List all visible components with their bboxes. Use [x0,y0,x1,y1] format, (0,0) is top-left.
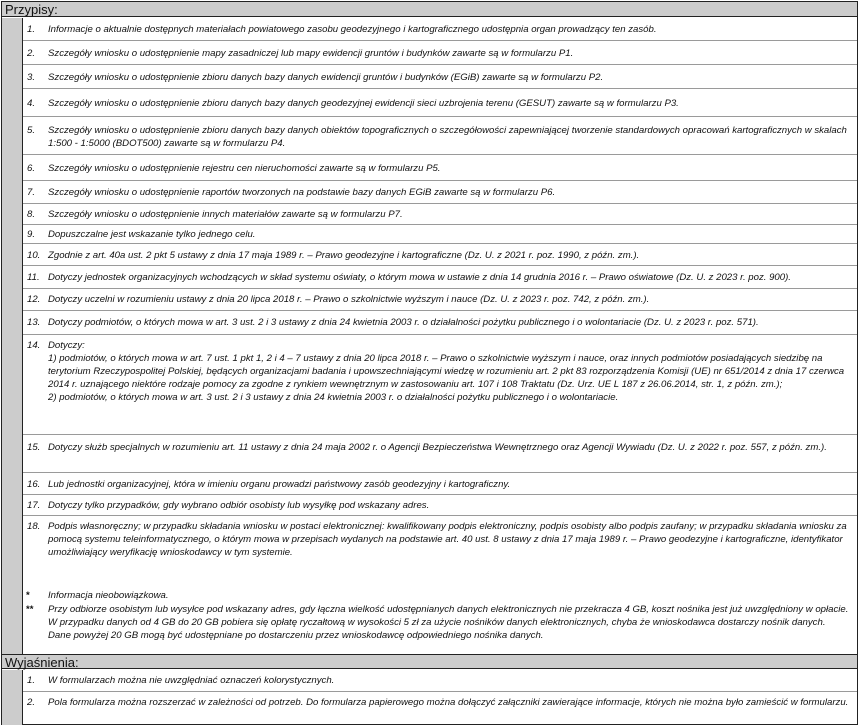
footnote-number: 8. [27,209,36,220]
footnote-number: 6. [27,163,36,174]
footnote-text: Dotyczy służb specjalnych w rozumieniu art. 11 ustawy z dnia 24 maja 2002 r. o Agencji Bezpieczeństwa Wewnętrznego oraz Agencji Wywiadu (Dz. U. z 2022 r. poz. 557, z późn. zm.). [48,442,827,453]
footnote-text: Szczegóły wniosku o udostępnienie zbioru danych bazy danych obiektów topograficznych o szczegółowości zapewniającej tworzenie standardowych opracowań kartograficznych w skalach 1:500 - 1:5000 (BDOT500) zawarte są w formularzu P4. [48,125,847,149]
wyjasnienia-gutter [2,670,23,725]
footnote-number: 2. [27,48,36,59]
footnote-number: 9. [27,229,36,240]
footnote-text: Szczegóły wniosku o udostępnienie mapy zasadniczej lub mapy ewidencji gruntów i budynków zawarte są w formularzu P1. [48,48,574,59]
footnote-row-14 [23,335,857,435]
footnote-text: Podpis własnoręczny; w przypadku składania wniosku w postaci elektronicznej: kwalifikowany podpis elektroniczny, podpis osobisty albo podpis zaufany; w przypadku składania wniosku za pomocą systemu teleinformatycznego, o którym mowa w przepisach wydanych na podstawie art. 40 ust. 8 ustawy z dnia 17 maja 1989 r. – Prawo geodezyjne i kartograficzne, identyfikator umożliwiający weryfikację wnioskodawcy w tym systemie. [48,521,847,558]
footnote-row-6 [23,155,857,181]
footnote-text: Szczegóły wniosku o udostępnienie raportów tworzonych na podstawie bazy danych EGiB zawarte są w formularzu P6. [48,187,556,198]
footnote-text: Dotyczy tylko przypadków, gdy wybrano odbiór osobisty lub wysyłkę pod wskazany adres. [48,500,430,511]
footnote-number: 17. [27,500,41,511]
footnote-row-16 [23,473,857,495]
note-mark: ** [26,604,34,615]
footnote-number: 3. [27,72,36,83]
footnote-text: Dotyczy podmiotów, o których mowa w art. 3 ust. 2 i 3 ustawy z dnia 24 kwietnia 2003 r. o działalności pożytku publicznego i o wolontariacie (Dz. U. z 2023 r. poz. 571). [48,317,759,328]
footnote-number: 18. [27,521,41,532]
footnote-line: Dotyczy: [48,340,85,351]
footnote-text: Dotyczy uczelni w rozumieniu ustawy z dnia 20 lipca 2018 r. – Prawo o szkolnictwie wyższym i nauce (Dz. U. z 2023 r. poz. 742, z późn. zm.). [48,294,650,305]
note-text: Przy odbiorze osobistym lub wysyłce pod wskazany adres, gdy łączna wielkość udostępnianych danych elektronicznych nie przekracza 4 GB, koszt nośnika jest już uwzględniony w opłacie. W przypadku danych od 4 GB do 20 GB pobiera się opłatę ryczałtową w wysokości 5 zł za użycie nośników danych elektronicznych, chyba że wnioskodawca dostarczy nośnik danych. Dane powyżej 20 GB mogą być udostępniane po dostarczeniu przez wnioskodawcę odpowiedniego nośnika danych. [48,604,849,641]
przypisy-header: Przypisy: [2,2,857,17]
footnote-text: Dotyczy jednostek organizacyjnych wchodzących w skład systemu oświaty, o którym mowa w ustawie z dnia 14 grudnia 2016 r. – Prawo oświatowe (Dz. U. z 2023 r. poz. 900). [48,272,791,283]
footnote-text: Szczegóły wniosku o udostępnienie zbioru danych bazy danych ewidencji gruntów i budynków (EGiB) zawarte są w formularzu P2. [48,72,604,83]
explanation-row-1 [23,670,857,692]
footnote-number: 16. [27,479,41,490]
footnote-number: 10. [27,250,41,261]
przypisy-gutter [2,18,23,654]
footnote-number: 15. [27,442,41,453]
footnote-text: Szczegóły wniosku o udostępnienie innych materiałów zawarte są w formularzu P7. [48,209,403,220]
footnote-text: Zgodnie z art. 40a ust. 2 pkt 5 ustawy z dnia 17 maja 1989 r. – Prawo geodezyjne i kartograficzne (Dz. U. z 2021 r. poz. 1990, z późn. zm.). [48,250,640,261]
footnote-line: 1) podmiotów, o których mowa w art. 7 ust. 1 pkt 1, 2 i 4 – 7 ustawy z dnia 20 lipca 2018 r. – Prawo o szkolnictwie wyższym i nauce, oraz innych podmiotów posiadających siedzibę na terytorium Rzeczypospolitej Polskiej, będących organizacjami badania i upowszechniającymi wiedzę w rozumieniu art. 2 pkt 83 rozporządzenia Komisji (UE) nr 651/2014 z dnia 17 czerwca 2014 r. uznającego niektóre rodzaje pomocy za zgodne z rynkiem wewnętrznym w zastosowaniu art. 107 i 108 Traktatu (Dz. Urz. UE L 187 z 26.06.2014, str. 1, z późn. zm.); [48,353,845,390]
footnote-text-multi [48,339,851,404]
footnote-row-13 [23,311,857,335]
explanation-row-2 [23,692,857,725]
footnote-row-3 [23,65,857,89]
footnote-text: Informacje o aktualnie dostępnych materiałach powiatowego zasobu geodezyjnego i kartograficznego udostępnia organ prowadzący ten zasób. [48,24,657,35]
footnote-row-12 [23,289,857,311]
footnote-row-8 [23,204,857,225]
footnote-line: 2) podmiotów, o których mowa w art. 3 ust. 2 i 3 ustawy z dnia 24 kwietnia 2003 r. o działalności pożytku publicznego i o wolontariacie. [48,392,619,403]
footnote-row-2 [23,41,857,65]
footnote-row-7 [23,181,857,204]
footnote-number: 7. [27,187,36,198]
footnote-number: 12. [27,294,41,305]
footnote-number: 4. [27,98,36,109]
note-mark: * [26,590,30,601]
footnote-number: 5. [27,125,36,136]
footnote-text: Lub jednostki organizacyjnej, która w imieniu organu prowadzi państwowy zasób geodezyjny i kartograficzny. [48,479,511,490]
footnote-row-9 [23,225,857,244]
footnote-row-4 [23,89,857,117]
note-row-double-asterisk [23,603,857,651]
footnote-text: Szczegóły wniosku o udostępnienie zbioru danych bazy danych geodezyjnej ewidencji sieci uzbrojenia terenu (GESUT) zawarte są w formularzu P3. [48,98,679,109]
note-text: Informacja nieobowiązkowa. [48,590,169,601]
footnote-text: Dopuszczalne jest wskazanie tylko jednego celu. [48,229,256,240]
footnotes-panel [1,1,858,725]
footnote-row-17 [23,495,857,516]
footnote-row-15 [23,435,857,473]
footnote-row-1 [23,18,857,41]
footnote-row-5 [23,117,857,155]
footnote-number: 1. [27,24,36,35]
footnote-row-11 [23,266,857,289]
explanation-number: 2. [27,697,36,708]
wyjasnienia-header: Wyjaśnienia: [2,654,857,669]
footnote-row-10 [23,244,857,266]
explanation-text: W formularzach można nie uwzględniać oznaczeń kolorystycznych. [48,675,335,686]
explanation-text: Pola formularza można rozszerzać w zależności od potrzeb. Do formularza papierowego można dołączyć załączniki zawierające informacje, których nie można było zamieścić w formularzu. [48,697,849,708]
footnote-text: Szczegóły wniosku o udostępnienie rejestru cen nieruchomości zawarte są w formularzu P5. [48,163,441,174]
explanation-number: 1. [27,675,36,686]
footnote-number: 13. [27,317,41,328]
footnote-number: 14. [27,340,41,351]
footnote-number: 11. [27,272,40,283]
footnote-row-18 [23,516,857,586]
note-row-asterisk [23,589,857,603]
